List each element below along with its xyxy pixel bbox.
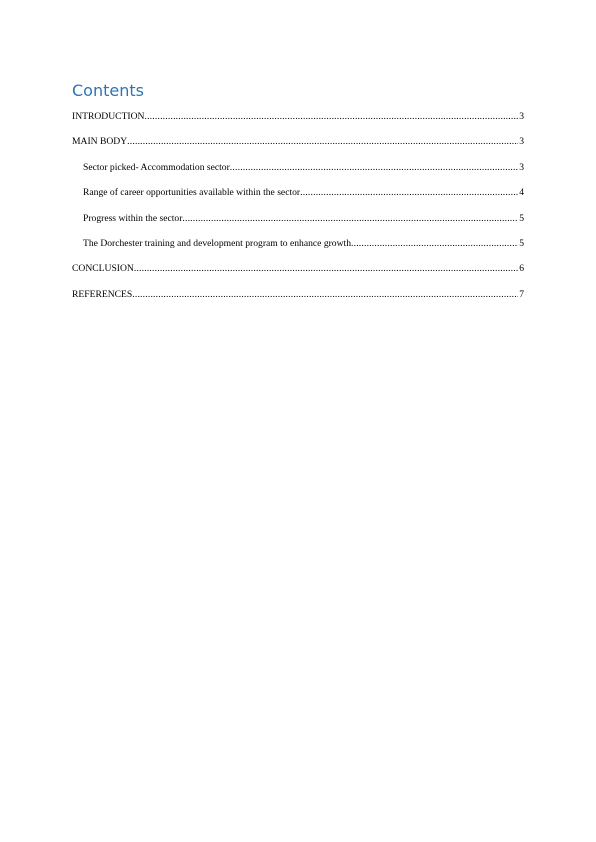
toc-dot-leader [144, 110, 518, 124]
toc-page-number: 7 [519, 288, 524, 300]
toc-entry-introduction[interactable] [72, 110, 524, 135]
toc-entry-title: CONCLUSION [72, 263, 134, 275]
toc-dot-leader [132, 288, 518, 302]
toc-dot-leader [127, 135, 518, 149]
toc-dot-leader [134, 262, 518, 276]
toc-dot-leader [351, 237, 518, 251]
toc-entry-dorchester-program[interactable] [72, 237, 524, 262]
toc-page-number: 3 [519, 136, 524, 148]
toc-entry-progress[interactable] [72, 212, 524, 237]
contents-heading: Contents [72, 81, 144, 100]
toc-dot-leader [230, 161, 518, 175]
toc-entry-main-body[interactable] [72, 135, 524, 160]
toc-entry-conclusion[interactable] [72, 262, 524, 287]
toc-entry-references[interactable] [72, 288, 524, 313]
toc-entry-title: MAIN BODY [72, 136, 128, 148]
toc-page-number: 3 [519, 161, 524, 173]
toc-page-number: 3 [519, 111, 524, 122]
toc-entry-title: Range of career opportunities available within the sector [83, 187, 301, 199]
toc-dot-leader [300, 186, 518, 200]
toc-dot-leader [182, 212, 518, 226]
toc-entry-title: Sector picked- Accommodation sector [83, 161, 230, 173]
toc-entry-sector-picked[interactable] [72, 161, 524, 186]
toc-entry-title: REFERENCES [72, 288, 133, 300]
toc-page-number: 6 [519, 263, 524, 275]
toc-entry-career-opportunities[interactable] [72, 186, 524, 211]
toc-page-number: 5 [519, 212, 524, 224]
toc-entry-title: The Dorchester training and development program to enhance growth [83, 237, 351, 249]
toc-entry-title: INTRODUCTION [72, 111, 145, 122]
table-of-contents [72, 110, 524, 313]
toc-entry-title: Progress within the sector [83, 212, 183, 224]
toc-page-number: 5 [519, 237, 524, 249]
toc-page-number: 4 [519, 187, 524, 199]
